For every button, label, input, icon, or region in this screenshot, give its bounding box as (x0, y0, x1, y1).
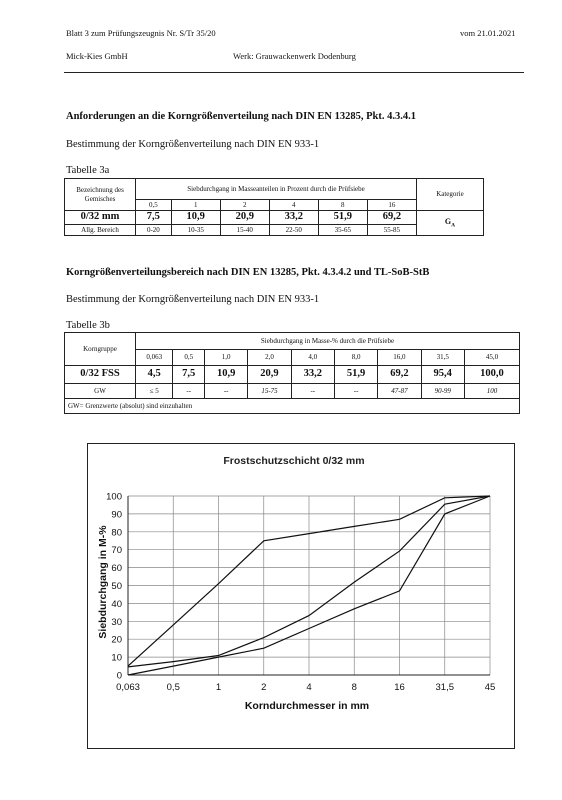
table-3b-sieve: 45,0 (464, 350, 519, 366)
table-3b-header-group: Korngruppe (65, 333, 136, 366)
table-3b-cell: 20,9 (248, 366, 291, 384)
table-3b-cell: 100 (464, 384, 519, 399)
table-3a-sieve: 2 (220, 200, 269, 211)
table-3a-cell: 10,9 (171, 211, 220, 225)
table-3b-sieve: 1,0 (205, 350, 248, 366)
x-tick-label: 4 (306, 682, 312, 693)
table-3a-cell: 55-85 (367, 225, 416, 236)
section1-subtitle: Bestimmung der Korngrößenverteilung nach DIN EN 933-1 (66, 139, 320, 150)
table-3b-header-sieve-group: Siebdurchgang in Masse-% durch die Prüfsiebe (136, 333, 520, 350)
y-tick-label: 20 (111, 634, 122, 646)
y-tick-label: 80 (111, 527, 122, 539)
table-3a-cell: 20,9 (220, 211, 269, 225)
table-3b-cell: 51,9 (334, 366, 377, 384)
table-3b-cell: 7,5 (173, 366, 205, 384)
y-tick-label: 40 (111, 598, 122, 610)
table-3b-sieve: 0,063 (136, 350, 173, 366)
x-tick-label: 16 (394, 682, 405, 693)
table-3a-cell: 7,5 (136, 211, 172, 225)
y-tick-label: 60 (111, 563, 122, 575)
table-3a-cell: 0-20 (136, 225, 172, 236)
works-name: Werk: Grauwackenwerk Dodenburg (233, 51, 356, 61)
category-subscript: A (451, 222, 456, 229)
table-3b-cell: 90-99 (421, 384, 464, 399)
y-tick-label: 90 (111, 509, 122, 521)
table-3a-cell: 51,9 (318, 211, 367, 225)
table-3a-cell: 15-40 (220, 225, 269, 236)
table-3a-sieve: 4 (269, 200, 318, 211)
table-3b (64, 332, 520, 414)
table-3b-cell: 10,9 (205, 366, 248, 384)
x-tick-label: 2 (261, 682, 267, 693)
table-3b-cell: -- (173, 384, 205, 399)
table-3a (64, 178, 484, 236)
company-name: Mick-Kies GmbH (66, 51, 128, 61)
table-3b-sieve: 4,0 (291, 350, 334, 366)
table-3b-cell: 33,2 (291, 366, 334, 384)
y-tick-label: 50 (111, 581, 122, 592)
table-3a-cell: 22-50 (269, 225, 318, 236)
table-3b-cell: -- (291, 384, 334, 399)
x-tick-label: 0,063 (116, 682, 140, 693)
x-tick-label: 31,5 (435, 682, 454, 693)
y-tick-label: 0 (116, 670, 122, 682)
table-3b-cell: 69,2 (378, 366, 421, 384)
table-3a-sieve: 0,5 (136, 200, 172, 211)
chart-title: Frostschutzschicht 0/32 mm (223, 455, 365, 467)
table-3a-header-category: Kategorie (417, 179, 484, 211)
table-3a-row-label: 0/32 mm (65, 211, 136, 225)
table-3b-cell: 95,4 (421, 366, 464, 384)
table-3a-header-sieve-group: Siebdurchgang in Masseanteilen in Prozent durch die Prüfsiebe (136, 179, 417, 200)
table-3b-sieve: 31,5 (421, 350, 464, 366)
section1-title: Anforderungen an die Korngrößenverteilung nach DIN EN 13285, Pkt. 4.3.4.1 (66, 111, 417, 122)
table-3b-cell: -- (334, 384, 377, 399)
x-tick-label: 1 (215, 682, 222, 693)
chart-grid (128, 496, 490, 675)
table-3a-sieve: 1 (171, 200, 220, 211)
chart-y-axis-label: Siebdurchgang in M-% (97, 525, 109, 639)
table-3a-header-mixture: Bezeichnung des Gemisches (65, 179, 136, 211)
y-tick-label: 10 (111, 652, 122, 664)
y-tick-label: 100 (106, 491, 122, 503)
table-3b-row-label: GW (65, 384, 136, 399)
table-3b-footnote: GW= Grenzwerte (absolut) sind einzuhalten (65, 399, 520, 414)
table-3a-label: Tabelle 3a (66, 165, 110, 176)
grading-curve-chart (88, 444, 514, 748)
table-3a-cell: 35-65 (318, 225, 367, 236)
chart-x-axis-label: Korndurchmesser in mm (244, 700, 370, 712)
table-3b-sieve: 2,0 (248, 350, 291, 366)
table-3b-cell: 100,0 (464, 366, 519, 384)
category-letter: G (444, 217, 452, 227)
document-reference: Blatt 3 zum Prüfungszeugnis Nr. S/Tr 35/20 (66, 28, 216, 38)
table-3b-cell: 47-87 (378, 384, 421, 399)
section2-subtitle: Bestimmung der Korngrößenverteilung nach DIN EN 933-1 (66, 294, 320, 305)
table-3b-cell: -- (205, 384, 248, 399)
x-tick-label: 0,5 (166, 682, 180, 693)
table-3b-row-label: 0/32 FSS (65, 366, 136, 384)
header-rule (64, 72, 524, 73)
chart-frame (87, 443, 515, 749)
table-3b-cell: 4,5 (136, 366, 173, 384)
y-tick-label: 70 (111, 545, 122, 557)
table-3b-cell: ≤ 5 (136, 384, 173, 399)
x-tick-label: 45 (484, 682, 496, 693)
table-3b-sieve: 0,5 (173, 350, 205, 366)
table-3b-sieve: 16,0 (378, 350, 421, 366)
table-3a-cell: 33,2 (269, 211, 318, 225)
x-tick-label: 8 (351, 682, 357, 693)
table-3a-sieve: 16 (367, 200, 416, 211)
table-3b-sieve: 8,0 (334, 350, 377, 366)
table-3a-row-label: Allg. Bereich (65, 225, 136, 236)
section2-title: Korngrößenverteilungsbereich nach DIN EN 13285, Pkt. 4.3.4.2 und TL-SoB-StB (66, 267, 430, 278)
table-3b-label-text: Tabelle 3b (66, 320, 110, 331)
y-tick-label: 30 (111, 616, 122, 628)
table-3a-cell: 69,2 (367, 211, 416, 225)
table-3b-cell: 15-75 (248, 384, 291, 399)
table-3a-category (417, 211, 484, 236)
table-3a-sieve: 8 (318, 200, 367, 211)
document-date: vom 21.01.2021 (460, 28, 516, 38)
table-3a-cell: 10-35 (171, 225, 220, 236)
